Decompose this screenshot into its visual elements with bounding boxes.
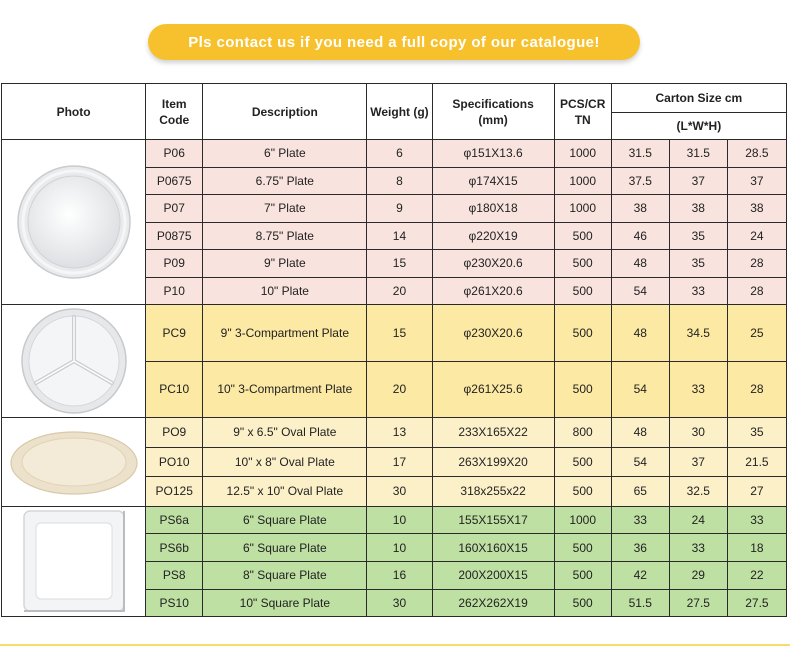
carton-length-cell: 51.5 [611,589,669,617]
carton-length-cell: 48 [611,418,669,448]
carton-length-cell: 31.5 [611,140,669,168]
description-cell: 7" Plate [203,195,367,223]
carton-height-cell: 22 [727,561,786,589]
weight-cell: 10 [367,534,432,562]
specification-cell: φ174X15 [432,167,554,195]
carton-length-cell: 42 [611,561,669,589]
pcs-per-carton-cell: 500 [554,305,611,362]
description-cell: 6" Square Plate [203,506,367,534]
pcs-per-carton-cell: 500 [554,534,611,562]
specification-cell: φ151X13.6 [432,140,554,168]
carton-length-cell: 65 [611,477,669,507]
carton-width-cell: 24 [669,506,727,534]
carton-width-cell: 33 [669,361,727,418]
weight-cell: 30 [367,589,432,617]
weight-cell: 15 [367,305,432,362]
carton-length-cell: 54 [611,361,669,418]
weight-cell: 16 [367,561,432,589]
carton-width-cell: 32.5 [669,477,727,507]
weight-cell: 30 [367,477,432,507]
carton-height-cell: 35 [727,418,786,448]
pcs-per-carton-cell: 1000 [554,195,611,223]
pcs-per-carton-cell: 800 [554,418,611,448]
specification-cell: 233X165X22 [432,418,554,448]
specification-cell: φ230X20.6 [432,250,554,278]
pcs-per-carton-cell: 1000 [554,167,611,195]
carton-width-cell: 37 [669,447,727,477]
carton-width-cell: 29 [669,561,727,589]
carton-length-cell: 36 [611,534,669,562]
table-row [2,418,787,448]
description-cell: 10" Square Plate [203,589,367,617]
weight-cell: 6 [367,140,432,168]
description-cell: 9" Plate [203,250,367,278]
description-cell: 10" 3-Compartment Plate [203,361,367,418]
pcs-per-carton-cell: 1000 [554,506,611,534]
item-code-cell: PS6a [146,506,203,534]
carton-length-cell: 48 [611,305,669,362]
carton-length-cell: 46 [611,222,669,250]
header-description: Description [203,84,367,140]
carton-width-cell: 33 [669,277,727,305]
weight-cell: 14 [367,222,432,250]
round-plate-icon [2,162,145,282]
carton-height-cell: 27.5 [727,589,786,617]
description-cell: 6.75" Plate [203,167,367,195]
product-catalog-table [1,83,787,617]
specification-cell: φ230X20.6 [432,305,554,362]
specification-cell: φ261X20.6 [432,277,554,305]
header-spec-line2: (mm) [478,112,508,127]
bottom-divider [0,644,790,646]
description-cell: 8" Square Plate [203,561,367,589]
carton-height-cell: 28.5 [727,140,786,168]
specification-cell: 160X160X15 [432,534,554,562]
specification-cell: 155X155X17 [432,506,554,534]
item-code-cell: PO9 [146,418,203,448]
carton-width-cell: 33 [669,534,727,562]
compartment-plate-icon [2,305,145,417]
carton-width-cell: 27.5 [669,589,727,617]
header-item-code-line2: Code [159,112,190,127]
header-item-code-line1: Item [161,96,187,111]
item-code-cell: P10 [146,277,203,305]
table-row [2,506,787,534]
carton-length-cell: 37.5 [611,167,669,195]
table-row [2,140,787,168]
pcs-per-carton-cell: 500 [554,561,611,589]
item-code-cell: PS10 [146,589,203,617]
table-row [2,305,787,362]
pcs-per-carton-cell: 500 [554,361,611,418]
catalogue-banner[interactable]: Pls contact us if you need a full copy of our catalogue! [148,24,640,60]
weight-cell: 20 [367,361,432,418]
carton-height-cell: 37 [727,167,786,195]
weight-cell: 20 [367,277,432,305]
product-photo [2,305,146,418]
carton-height-cell: 33 [727,506,786,534]
carton-height-cell: 18 [727,534,786,562]
header-carton-dimensions: (L*W*H) [611,113,786,140]
header-pcs-line1: PCS/CR [560,96,606,111]
description-cell: 10" x 8" Oval Plate [203,447,367,477]
square-plate-icon [2,507,145,615]
item-code-cell: P09 [146,250,203,278]
specification-cell: φ220X19 [432,222,554,250]
header-carton-size: Carton Size cm [611,84,786,113]
item-code-cell: PC10 [146,361,203,418]
carton-height-cell: 21.5 [727,447,786,477]
description-cell: 8.75" Plate [203,222,367,250]
carton-length-cell: 38 [611,195,669,223]
item-code-cell: P0675 [146,167,203,195]
carton-width-cell: 35 [669,250,727,278]
description-cell: 9" 3-Compartment Plate [203,305,367,362]
item-code-cell: PO125 [146,477,203,507]
carton-width-cell: 31.5 [669,140,727,168]
description-cell: 10" Plate [203,277,367,305]
description-cell: 6" Plate [203,140,367,168]
specification-cell: 262X262X19 [432,589,554,617]
carton-length-cell: 54 [611,447,669,477]
carton-width-cell: 34.5 [669,305,727,362]
carton-height-cell: 27 [727,477,786,507]
specification-cell: 263X199X20 [432,447,554,477]
carton-height-cell: 28 [727,250,786,278]
carton-length-cell: 54 [611,277,669,305]
item-code-cell: P07 [146,195,203,223]
item-code-cell: P0875 [146,222,203,250]
product-photo [2,506,146,617]
catalog-body [2,140,787,617]
header-weight: Weight (g) [367,84,432,140]
description-cell: 6" Square Plate [203,534,367,562]
item-code-cell: PS8 [146,561,203,589]
pcs-per-carton-cell: 500 [554,277,611,305]
item-code-cell: PO10 [146,447,203,477]
carton-length-cell: 33 [611,506,669,534]
carton-height-cell: 28 [727,361,786,418]
header-photo: Photo [2,84,146,140]
carton-width-cell: 37 [669,167,727,195]
pcs-per-carton-cell: 500 [554,447,611,477]
carton-width-cell: 35 [669,222,727,250]
weight-cell: 15 [367,250,432,278]
specification-cell: 318x255x22 [432,477,554,507]
specification-cell: φ180X18 [432,195,554,223]
product-photo [2,140,146,305]
description-cell: 9" x 6.5" Oval Plate [203,418,367,448]
weight-cell: 17 [367,447,432,477]
carton-height-cell: 24 [727,222,786,250]
specification-cell: φ261X25.6 [432,361,554,418]
header-spec-line1: Specifications [452,96,534,111]
product-photo [2,418,146,507]
weight-cell: 9 [367,195,432,223]
oval-plate-icon [2,427,145,497]
pcs-per-carton-cell: 500 [554,477,611,507]
weight-cell: 10 [367,506,432,534]
pcs-per-carton-cell: 500 [554,250,611,278]
pcs-per-carton-cell: 500 [554,589,611,617]
header-pcs-line2: TN [574,112,591,127]
header-pcs-ctn [554,84,611,140]
item-code-cell: P06 [146,140,203,168]
carton-height-cell: 38 [727,195,786,223]
description-cell: 12.5" x 10" Oval Plate [203,477,367,507]
carton-width-cell: 38 [669,195,727,223]
weight-cell: 13 [367,418,432,448]
item-code-cell: PC9 [146,305,203,362]
header-item-code [146,84,203,140]
pcs-per-carton-cell: 500 [554,222,611,250]
carton-height-cell: 28 [727,277,786,305]
header-specifications [432,84,554,140]
pcs-per-carton-cell: 1000 [554,140,611,168]
carton-length-cell: 48 [611,250,669,278]
item-code-cell: PS6b [146,534,203,562]
carton-width-cell: 30 [669,418,727,448]
carton-height-cell: 25 [727,305,786,362]
specification-cell: 200X200X15 [432,561,554,589]
weight-cell: 8 [367,167,432,195]
